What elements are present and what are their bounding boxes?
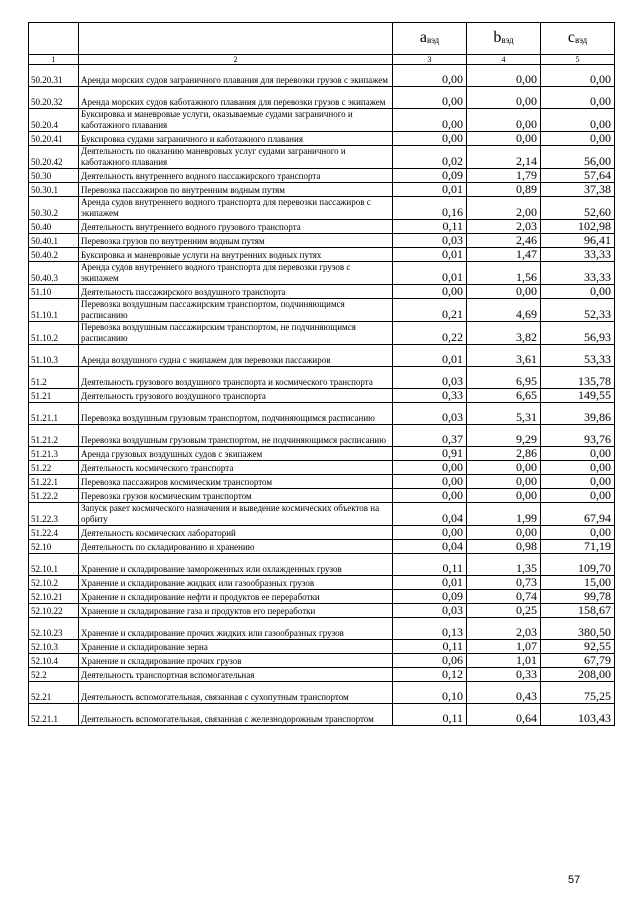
header-a-letter: a	[419, 28, 427, 46]
row-description: Перевозка пассажиров по внутренним водным путям	[79, 183, 393, 197]
row-code: 50.20.31	[29, 65, 79, 87]
row-value-c: 92,55	[541, 640, 615, 654]
header-cell-a	[393, 23, 467, 55]
row-value-a: 0,01	[393, 248, 467, 262]
row-value-c: 93,76	[541, 425, 615, 447]
row-value-a: 0,00	[393, 132, 467, 146]
row-code: 51.10.3	[29, 345, 79, 367]
row-code: 51.21.1	[29, 403, 79, 425]
row-value-c: 52,60	[541, 197, 615, 220]
row-value-c: 103,43	[541, 704, 615, 726]
row-description: Перевозка грузов космическим транспортом	[79, 489, 393, 503]
row-value-b: 0,00	[467, 65, 541, 87]
row-description: Деятельность по складированию и хранению	[79, 540, 393, 554]
row-code: 50.40.2	[29, 248, 79, 262]
row-value-c: 96,41	[541, 234, 615, 248]
row-code: 51.21	[29, 389, 79, 403]
table-row	[29, 285, 615, 299]
row-code: 52.10.4	[29, 654, 79, 668]
row-value-b: 0,00	[467, 132, 541, 146]
row-code: 50.40	[29, 220, 79, 234]
row-value-b: 0,25	[467, 604, 541, 618]
header-cell-c	[541, 23, 615, 55]
row-value-a: 0,00	[393, 526, 467, 540]
row-description: Деятельность космического транспорта	[79, 461, 393, 475]
header-c-letter: c	[567, 28, 575, 46]
row-value-b: 0,00	[467, 109, 541, 132]
row-value-b: 6,95	[467, 367, 541, 389]
row-value-a: 0,00	[393, 87, 467, 109]
row-value-b: 0,00	[467, 475, 541, 489]
row-value-c: 37,38	[541, 183, 615, 197]
row-value-b: 1,07	[467, 640, 541, 654]
row-value-c: 158,67	[541, 604, 615, 618]
row-code: 52.10.21	[29, 590, 79, 604]
row-description: Аренда морских судов каботажного плавания для перевозки грузов с экипажем	[79, 87, 393, 109]
table-row	[29, 604, 615, 618]
row-value-a: 0,00	[393, 285, 467, 299]
row-code: 50.30.1	[29, 183, 79, 197]
table-row	[29, 367, 615, 389]
row-code: 51.10.2	[29, 322, 79, 345]
row-value-a: 0,04	[393, 540, 467, 554]
row-value-c: 208,00	[541, 668, 615, 682]
row-value-a: 0,00	[393, 109, 467, 132]
row-value-a: 0,11	[393, 640, 467, 654]
row-description: Перевозка воздушным грузовым транспортом, подчиняющимся расписанию	[79, 403, 393, 425]
table-row	[29, 403, 615, 425]
table-row	[29, 447, 615, 461]
row-description: Перевозка грузов по внутренним водным путям	[79, 234, 393, 248]
row-value-c: 75,25	[541, 682, 615, 704]
row-value-b: 1,79	[467, 169, 541, 183]
row-value-b: 2,86	[467, 447, 541, 461]
table-row	[29, 248, 615, 262]
row-value-c: 71,19	[541, 540, 615, 554]
row-description: Буксировка судами заграничного и каботажного плавания	[79, 132, 393, 146]
row-value-c: 380,50	[541, 618, 615, 640]
row-description: Буксировка и маневровые услуги, оказываемые судами заграничного и каботажного плавания	[79, 109, 393, 132]
table-row	[29, 183, 615, 197]
row-code: 51.21.2	[29, 425, 79, 447]
row-code: 51.21.3	[29, 447, 79, 461]
row-value-a: 0,12	[393, 668, 467, 682]
row-description: Аренда судов внутреннего водного транспорта для перевозки пассажиров с экипажем	[79, 197, 393, 220]
column-number: 1	[29, 55, 79, 65]
row-value-a: 0,37	[393, 425, 467, 447]
table-row	[29, 526, 615, 540]
row-description: Деятельность грузового воздушного транспорта	[79, 389, 393, 403]
header-cell-desc	[79, 23, 393, 55]
column-number: 4	[467, 55, 541, 65]
row-value-b: 1,99	[467, 503, 541, 526]
row-code: 52.2	[29, 668, 79, 682]
row-code: 50.40.1	[29, 234, 79, 248]
column-number: 5	[541, 55, 615, 65]
coefficients-table	[28, 22, 615, 726]
row-value-c: 0,00	[541, 526, 615, 540]
table-row	[29, 461, 615, 475]
row-value-b: 6,65	[467, 389, 541, 403]
table-row	[29, 475, 615, 489]
table-row	[29, 654, 615, 668]
table-row	[29, 299, 615, 322]
table-row	[29, 87, 615, 109]
row-description: Перевозка пассажиров космическим транспортом	[79, 475, 393, 489]
row-description: Хранение и складирование жидких или газообразных грузов	[79, 576, 393, 590]
row-value-c: 67,94	[541, 503, 615, 526]
row-description: Аренда судов внутреннего водного транспорта для перевозки грузов с экипажем	[79, 262, 393, 285]
column-number-row	[29, 55, 615, 65]
row-value-c: 52,33	[541, 299, 615, 322]
table-row	[29, 425, 615, 447]
row-value-c: 135,78	[541, 367, 615, 389]
row-description: Деятельность внутреннего водного пассажирского транспорта	[79, 169, 393, 183]
row-value-c: 0,00	[541, 447, 615, 461]
row-description: Хранение и складирование прочих грузов	[79, 654, 393, 668]
row-value-a: 0,00	[393, 489, 467, 503]
row-value-b: 3,61	[467, 345, 541, 367]
row-code: 50.40.3	[29, 262, 79, 285]
row-value-a: 0,11	[393, 704, 467, 726]
row-value-b: 1,35	[467, 554, 541, 576]
row-code: 51.22	[29, 461, 79, 475]
row-value-b: 1,47	[467, 248, 541, 262]
row-value-c: 53,33	[541, 345, 615, 367]
row-description: Деятельность транспортная вспомогательная	[79, 668, 393, 682]
row-value-c: 57,64	[541, 169, 615, 183]
row-code: 52.10.23	[29, 618, 79, 640]
row-value-c: 0,00	[541, 87, 615, 109]
row-value-c: 0,00	[541, 132, 615, 146]
row-value-a: 0,11	[393, 220, 467, 234]
row-value-b: 2,03	[467, 618, 541, 640]
row-description: Аренда воздушного судна с экипажем для перевозки пассажиров	[79, 345, 393, 367]
row-value-b: 3,82	[467, 322, 541, 345]
table-row	[29, 682, 615, 704]
row-code: 51.22.3	[29, 503, 79, 526]
row-value-a: 0,00	[393, 475, 467, 489]
row-value-a: 0,00	[393, 461, 467, 475]
row-value-a: 0,10	[393, 682, 467, 704]
row-value-a: 0,03	[393, 234, 467, 248]
row-description: Хранение и складирование зерна	[79, 640, 393, 654]
row-value-b: 0,43	[467, 682, 541, 704]
table-row	[29, 554, 615, 576]
row-value-b: 2,00	[467, 197, 541, 220]
row-value-c: 15,00	[541, 576, 615, 590]
row-description: Хранение и складирование нефти и продуктов ее переработки	[79, 590, 393, 604]
table-row	[29, 590, 615, 604]
row-value-c: 0,00	[541, 109, 615, 132]
table-row	[29, 146, 615, 169]
table-row	[29, 262, 615, 285]
table-row	[29, 65, 615, 87]
row-value-c: 56,93	[541, 322, 615, 345]
row-value-a: 0,01	[393, 576, 467, 590]
header-b-sub: вэд	[501, 34, 514, 45]
header-cell-b	[467, 23, 541, 55]
row-value-c: 0,00	[541, 285, 615, 299]
row-description: Деятельность по оказанию маневровых услуг судами заграничного и каботажного плавания	[79, 146, 393, 169]
row-description: Деятельность пассажирского воздушного транспорта	[79, 285, 393, 299]
row-value-a: 0,02	[393, 146, 467, 169]
row-code: 50.20.42	[29, 146, 79, 169]
row-value-b: 4,69	[467, 299, 541, 322]
table-row	[29, 704, 615, 726]
table-row	[29, 109, 615, 132]
table-row	[29, 489, 615, 503]
row-value-c: 149,55	[541, 389, 615, 403]
row-code: 51.22.4	[29, 526, 79, 540]
row-value-a: 0,01	[393, 183, 467, 197]
row-description: Деятельность вспомогательная, связанная с сухопутным транспортом	[79, 682, 393, 704]
row-value-c: 0,00	[541, 475, 615, 489]
row-value-a: 0,03	[393, 367, 467, 389]
row-value-b: 1,01	[467, 654, 541, 668]
row-description: Запуск ракет космического назначения и выведение космических объектов на орбиту	[79, 503, 393, 526]
row-description: Деятельность грузового воздушного транспорта и космического транспорта	[79, 367, 393, 389]
row-description: Перевозка воздушным пассажирским транспортом, подчиняющимся расписанию	[79, 299, 393, 322]
column-number: 3	[393, 55, 467, 65]
row-description: Деятельность вспомогательная, связанная с железнодорожным транспортом	[79, 704, 393, 726]
row-description: Перевозка воздушным пассажирским транспортом, не подчиняющимся расписанию	[79, 322, 393, 345]
row-value-c: 0,00	[541, 489, 615, 503]
row-code: 52.21.1	[29, 704, 79, 726]
row-value-c: 39,86	[541, 403, 615, 425]
table-row	[29, 322, 615, 345]
row-code: 50.20.41	[29, 132, 79, 146]
row-value-b: 0,64	[467, 704, 541, 726]
header-c-sub: вэд	[574, 34, 588, 45]
row-value-a: 0,11	[393, 554, 467, 576]
row-value-a: 0,91	[393, 447, 467, 461]
row-value-b: 9,29	[467, 425, 541, 447]
row-value-a: 0,09	[393, 590, 467, 604]
row-value-a: 0,06	[393, 654, 467, 668]
row-value-a: 0,16	[393, 197, 467, 220]
row-code: 51.10	[29, 285, 79, 299]
row-value-c: 56,00	[541, 146, 615, 169]
row-code: 50.20.32	[29, 87, 79, 109]
header-b-letter: b	[493, 28, 502, 46]
header-cell-code	[29, 23, 79, 55]
row-value-c: 33,33	[541, 248, 615, 262]
row-description: Хранение и складирование прочих жидких или газообразных грузов	[79, 618, 393, 640]
row-value-a: 0,22	[393, 322, 467, 345]
row-value-b: 2,14	[467, 146, 541, 169]
row-value-a: 0,13	[393, 618, 467, 640]
row-value-c: 102,98	[541, 220, 615, 234]
row-description: Деятельность космических лабораторий	[79, 526, 393, 540]
row-code: 50.30	[29, 169, 79, 183]
row-code: 52.21	[29, 682, 79, 704]
row-value-a: 0,00	[393, 65, 467, 87]
row-code: 51.10.1	[29, 299, 79, 322]
row-value-b: 0,00	[467, 461, 541, 475]
row-value-b: 0,74	[467, 590, 541, 604]
row-description: Аренда морских судов заграничного плавания для перевозки грузов с экипажем	[79, 65, 393, 87]
row-value-c: 33,33	[541, 262, 615, 285]
row-value-b: 0,00	[467, 526, 541, 540]
table-row	[29, 576, 615, 590]
row-value-c: 67,79	[541, 654, 615, 668]
row-value-b: 0,33	[467, 668, 541, 682]
table-row	[29, 618, 615, 640]
row-value-c: 109,70	[541, 554, 615, 576]
row-value-b: 2,03	[467, 220, 541, 234]
row-value-a: 0,03	[393, 604, 467, 618]
table-row	[29, 169, 615, 183]
table-row	[29, 220, 615, 234]
row-description: Перевозка воздушным грузовым транспортом, не подчиняющимся расписанию	[79, 425, 393, 447]
row-value-a: 0,09	[393, 169, 467, 183]
row-value-a: 0,03	[393, 403, 467, 425]
row-value-b: 0,00	[467, 87, 541, 109]
row-code: 52.10.3	[29, 640, 79, 654]
page-number: 57	[568, 874, 581, 886]
table-row	[29, 540, 615, 554]
row-code: 50.20.4	[29, 109, 79, 132]
row-description: Хранение и складирование замороженных или охлажденных грузов	[79, 554, 393, 576]
row-description: Деятельность внутреннего водного грузового транспорта	[79, 220, 393, 234]
header-row	[29, 23, 615, 55]
row-value-b: 5,31	[467, 403, 541, 425]
row-code: 51.22.1	[29, 475, 79, 489]
table-row	[29, 345, 615, 367]
row-value-b: 0,00	[467, 489, 541, 503]
row-value-b: 2,46	[467, 234, 541, 248]
row-code: 52.10.1	[29, 554, 79, 576]
row-value-b: 0,89	[467, 183, 541, 197]
row-code: 52.10.2	[29, 576, 79, 590]
row-value-c: 0,00	[541, 461, 615, 475]
row-description: Аренда грузовых воздушных судов с экипажем	[79, 447, 393, 461]
header-a-sub: вэд	[426, 34, 440, 45]
table-row	[29, 640, 615, 654]
row-value-a: 0,01	[393, 345, 467, 367]
row-value-b: 0,00	[467, 285, 541, 299]
row-value-b: 0,73	[467, 576, 541, 590]
row-description: Буксировка и маневровые услуги на внутренних водных путях	[79, 248, 393, 262]
row-value-b: 1,56	[467, 262, 541, 285]
row-value-c: 99,78	[541, 590, 615, 604]
table-row	[29, 503, 615, 526]
table-row	[29, 234, 615, 248]
row-code: 51.22.2	[29, 489, 79, 503]
row-value-a: 0,21	[393, 299, 467, 322]
table-row	[29, 132, 615, 146]
row-value-b: 0,98	[467, 540, 541, 554]
row-value-c: 0,00	[541, 65, 615, 87]
row-code: 52.10	[29, 540, 79, 554]
row-value-a: 0,33	[393, 389, 467, 403]
row-description: Хранение и складирование газа и продуктов его переработки	[79, 604, 393, 618]
row-code: 52.10.22	[29, 604, 79, 618]
table-row	[29, 668, 615, 682]
table-row	[29, 389, 615, 403]
row-value-a: 0,01	[393, 262, 467, 285]
column-number: 2	[79, 55, 393, 65]
row-code: 51.2	[29, 367, 79, 389]
row-code: 50.30.2	[29, 197, 79, 220]
table-row	[29, 197, 615, 220]
row-value-a: 0,04	[393, 503, 467, 526]
